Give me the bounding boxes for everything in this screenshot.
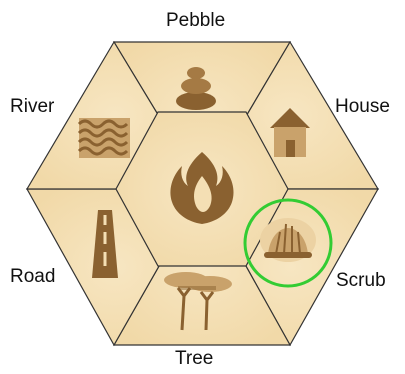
river-waves-icon — [79, 118, 130, 158]
label-pebble: Pebble — [166, 10, 226, 31]
label-tree: Tree — [175, 348, 214, 369]
label-road: Road — [10, 266, 56, 287]
scrub-bush-icon — [260, 218, 316, 262]
label-house: House — [335, 96, 390, 117]
label-scrub: Scrub — [336, 270, 386, 291]
label-river: River — [10, 96, 55, 117]
